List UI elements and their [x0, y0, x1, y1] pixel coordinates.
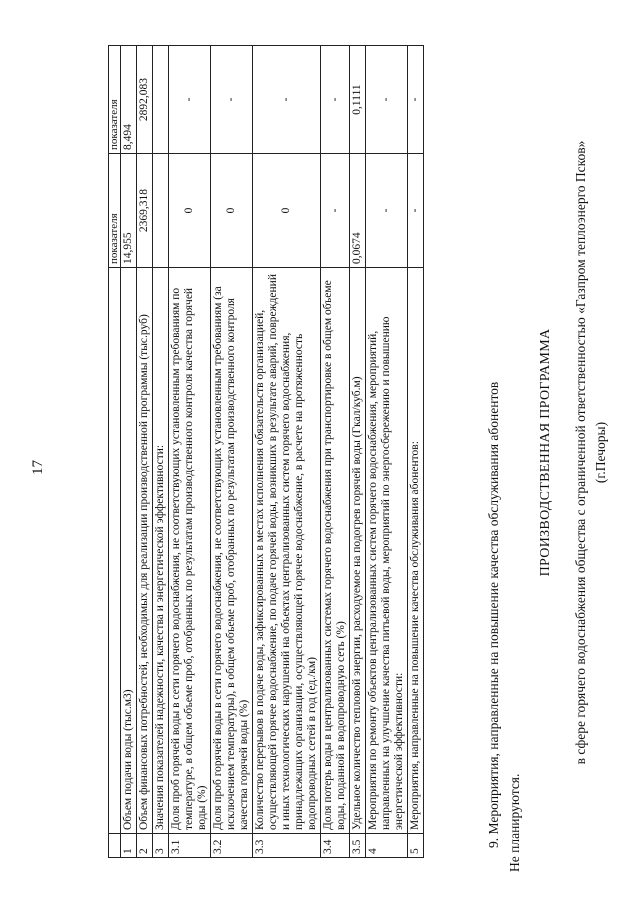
row-value-2: - [366, 46, 408, 154]
row-value-2: 0,1111 [350, 46, 366, 154]
row-name: Мероприятия, направленные на повышение качества обслуживания абонентов: [408, 268, 424, 834]
row-name: Мероприятия по ремонту объектов централизованных систем горячего водоснабжения, мероприятий, направленных на улучшение качества питьевой воды, мероприятий по энергосбережению и повышению энергетической эффективности: [366, 268, 408, 834]
row-value-1: 0 [211, 154, 253, 268]
row-name: Объем подачи воды (тыс.м3) [121, 268, 137, 834]
row-value-2: - [408, 46, 424, 154]
row-name: Объем финансовых потребностей, необходимых для реализации производственной программы (тыс.руб) [137, 268, 153, 834]
row-value-2: - [211, 46, 253, 154]
row-value-2: 2892,083 [137, 46, 153, 154]
program-subtitle-city: (г.Печоры) [593, 421, 608, 484]
header-cell: показателя [109, 46, 121, 154]
row-value-1: 0,0674 [350, 154, 366, 268]
table-row [153, 46, 169, 858]
row-name: Значения показателей надежности, качества и энергетической эффективности: [153, 268, 169, 834]
row-value-1: 0 [253, 154, 321, 268]
program-subtitle: в сфере горячего водоснабжения общества с ограниченной ответственностью «Газпром теплоэнерго Псков» [573, 140, 588, 765]
row-name: Удельное количество тепловой энергии, расходуемое на подогрев горячей воды (Гкал/куб.м) [350, 268, 366, 834]
header-cell [109, 268, 121, 834]
row-number: 3.1 [169, 834, 211, 858]
indicators-table [108, 45, 424, 858]
row-name: Доля проб горячей воды в сети горячего водоснабжения, не соответствующих установленным требованиям (за исключением температуры), в общем объеме проб, отобранных по результатам производственного контроля качества горячей воды (%) [211, 268, 253, 834]
row-number: 3.4 [321, 834, 350, 858]
table-header-row [109, 46, 121, 858]
header-cell: показателя [109, 154, 121, 268]
table-row [211, 46, 253, 858]
row-value-1 [153, 154, 169, 268]
table-row [169, 46, 211, 858]
row-number: 5 [408, 834, 424, 858]
table-row [321, 46, 350, 858]
row-value-1: 0 [169, 154, 211, 268]
row-value-1: 14,955 [121, 154, 137, 268]
row-value-2 [153, 46, 169, 154]
row-value-1: - [321, 154, 350, 268]
table-row [350, 46, 366, 858]
row-value-2: 8,494 [121, 46, 137, 154]
row-number: 1 [121, 834, 137, 858]
table-row [366, 46, 408, 858]
row-value-1: 2369,318 [137, 154, 153, 268]
header-cell [109, 834, 121, 858]
page-number: 17 [30, 460, 46, 475]
row-number: 3 [153, 834, 169, 858]
table-row [121, 46, 137, 858]
row-value-1: - [366, 154, 408, 268]
table-row [253, 46, 321, 858]
row-value-2: - [169, 46, 211, 154]
row-value-2: - [321, 46, 350, 154]
section-9-heading: 9. Мероприятия, направленные на повышение качества обслуживания абонентов [486, 381, 501, 848]
row-number: 3.3 [253, 834, 321, 858]
table-row [408, 46, 424, 858]
row-number: 3.5 [350, 834, 366, 858]
row-value-2: - [253, 46, 321, 154]
table-row [137, 46, 153, 858]
row-name: Доля потерь воды в централизованных системах горячего водоснабжения при транспортировке в общем объеме воды, поданной в водопроводную сеть (%) [321, 268, 350, 834]
row-name: Количество перерывов в подаче воды, зафиксированных в местах исполнения обязательств организацией, осуществляющей горячее водоснабжение, по подаче горячей воды, возникших в результате аварий, повреждений и иных технологических нарушений на объектах централизованных систем горячего водоснабжения, принадлежащих организации, осуществляющей горячее водоснабжение, в расчете на протяженность водопроводных сетей в год (ед./км) [253, 268, 321, 834]
row-name: Доля проб горячей воды в сети горячего водоснабжения, не соответствующих установленным требованиям по температуре, в общем объеме проб, отобранных по результатам производственного контроля качества горячей воды (%) [169, 268, 211, 834]
row-number: 3.2 [211, 834, 253, 858]
row-number: 2 [137, 834, 153, 858]
section-9-text: Не планируются. [507, 773, 522, 872]
program-title: ПРОИЗВОДСТВЕННАЯ ПРОГРАММА [538, 328, 553, 577]
row-number: 4 [366, 834, 408, 858]
row-value-1: - [408, 154, 424, 268]
